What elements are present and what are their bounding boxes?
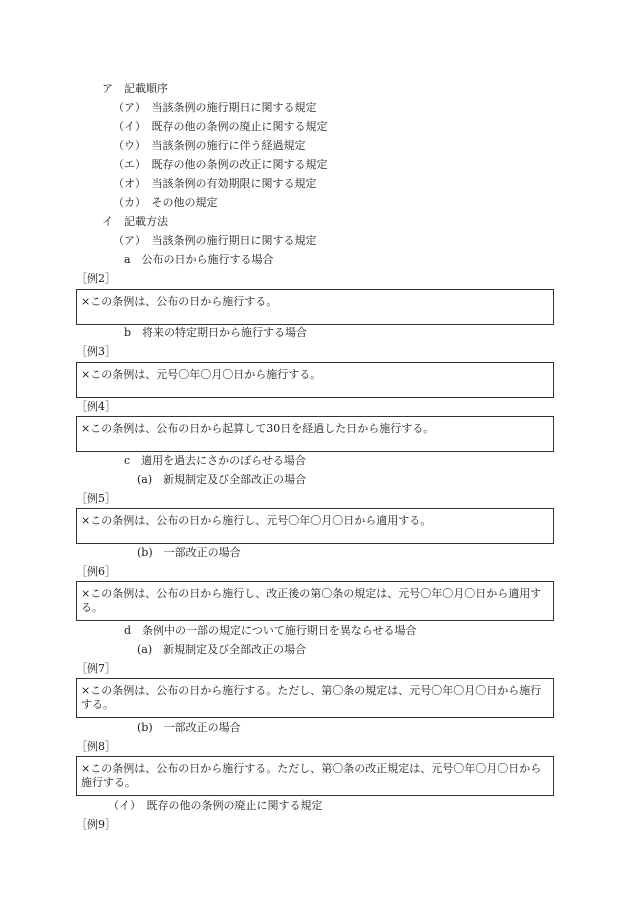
order-item-o: （オ） 当該条例の有効期限に関する規定 bbox=[113, 177, 317, 190]
example-text-2: ×この条例は、公布の日から施行する。 bbox=[81, 295, 278, 308]
example-box-6 bbox=[76, 581, 554, 621]
method-item-a: （ア） 当該条例の施行期日に関する規定 bbox=[113, 234, 317, 247]
example-box-4 bbox=[76, 416, 554, 452]
example-text-5: ×この条例は、公布の日から施行し、元号〇年〇月〇日から適用する。 bbox=[81, 514, 432, 527]
example-label-4: ［例4］ bbox=[76, 400, 116, 413]
example-label-3: ［例3］ bbox=[76, 345, 116, 358]
order-item-ka: （カ） その他の規定 bbox=[113, 196, 218, 209]
example-box-2 bbox=[76, 289, 554, 325]
order-item-u: （ウ） 当該条例の施行に伴う経過規定 bbox=[113, 139, 306, 152]
subitem-c-a: (a) 新規制定及び全部改正の場合 bbox=[137, 473, 307, 486]
example-text-8: ×この条例は、公布の日から施行する。ただし、第〇条の改正規定は、元号〇年〇月〇日から施行する。 bbox=[81, 762, 542, 789]
subitem-b: b 将来の特定期日から施行する場合 bbox=[124, 326, 308, 339]
example-label-5: ［例5］ bbox=[76, 492, 116, 505]
example-box-8 bbox=[76, 756, 554, 796]
subitem-d: d 条例中の一部の規定について施行期日を異ならせる場合 bbox=[124, 624, 417, 637]
example-box-7 bbox=[76, 678, 554, 718]
heading-order: ア 記載順序 bbox=[102, 82, 168, 95]
subitem-d-a: (a) 新規制定及び全部改正の場合 bbox=[137, 643, 307, 656]
example-text-6: ×この条例は、公布の日から施行し、改正後の第〇条の規定は、元号〇年〇月〇日から適用する。 bbox=[81, 587, 542, 614]
order-item-e: （エ） 既存の他の条例の改正に関する規定 bbox=[113, 158, 328, 171]
subitem-d-b: (b) 一部改正の場合 bbox=[137, 721, 241, 734]
example-box-5 bbox=[76, 508, 554, 544]
example-label-8: ［例8］ bbox=[76, 740, 116, 753]
subitem-c: c 適用を過去にさかのぼらせる場合 bbox=[124, 454, 306, 467]
example-label-2: ［例2］ bbox=[76, 272, 116, 285]
method-item-i: （イ） 既存の他の条例の廃止に関する規定 bbox=[108, 799, 323, 812]
example-label-9: ［例9］ bbox=[76, 818, 116, 831]
order-item-i: （イ） 既存の他の条例の廃止に関する規定 bbox=[113, 120, 328, 133]
example-text-3: ×この条例は、元号〇年〇月〇日から施行する。 bbox=[81, 368, 322, 381]
example-label-7: ［例7］ bbox=[76, 662, 116, 675]
example-label-6: ［例6］ bbox=[76, 565, 116, 578]
subitem-a: a 公布の日から施行する場合 bbox=[124, 253, 274, 266]
example-box-3 bbox=[76, 362, 554, 398]
order-item-a: （ア） 当該条例の施行期日に関する規定 bbox=[113, 101, 317, 114]
subitem-c-b: (b) 一部改正の場合 bbox=[137, 546, 241, 559]
heading-method: イ 記載方法 bbox=[102, 215, 168, 228]
example-text-4: ×この条例は、公布の日から起算して30日を経過した日から施行する。 bbox=[81, 422, 435, 435]
example-text-7: ×この条例は、公布の日から施行する。ただし、第〇条の規定は、元号〇年〇月〇日から施行する。 bbox=[81, 684, 542, 711]
